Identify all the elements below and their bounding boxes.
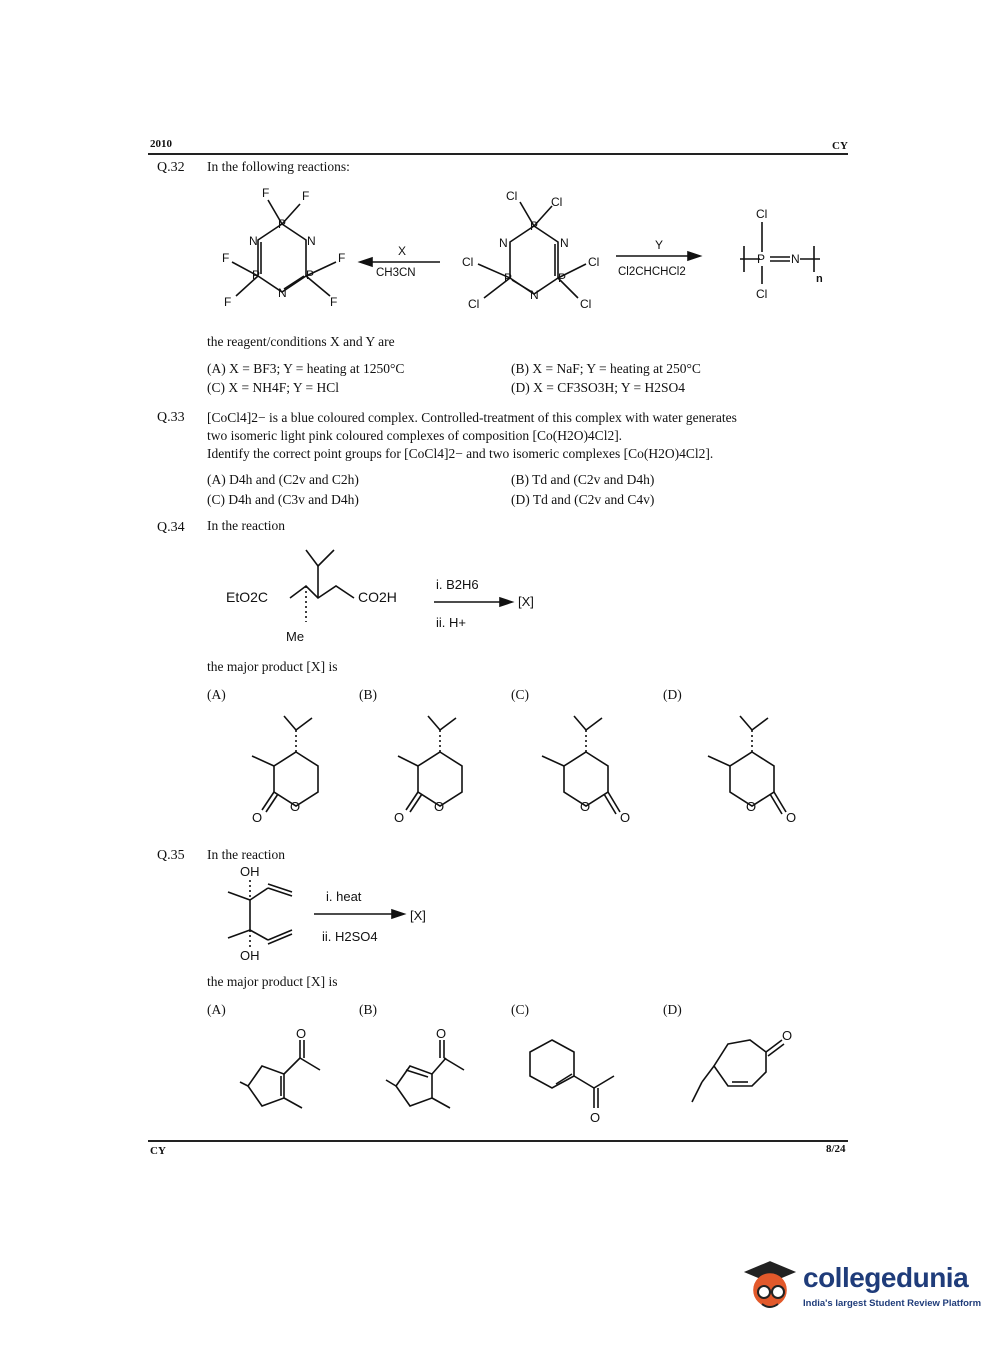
- atom-f: F: [262, 186, 270, 200]
- carbonyl-o: O: [296, 1026, 307, 1041]
- reagent-x: X: [398, 244, 407, 258]
- q35-prompt: the major product [X] is: [207, 974, 338, 989]
- reactant-left-group: EtO2C: [226, 589, 269, 605]
- q33-option-a[interactable]: (A) D4h and (C2v and C2h): [207, 472, 359, 487]
- atom-f: F: [302, 189, 310, 203]
- carbonyl-o: O: [786, 810, 797, 825]
- atom-p: P: [504, 271, 513, 285]
- carbonyl-o: O: [590, 1110, 601, 1125]
- atom-cl: Cl: [506, 189, 518, 203]
- q33-line3: Identify the correct point groups for [CoCl4]2− and two isomeric complexes [Co(H2O)4Cl2].: [207, 446, 714, 461]
- q34-label-b[interactable]: (B): [359, 687, 377, 702]
- q32-option-b[interactable]: (B) X = NaF; Y = heating at 250°C: [511, 361, 701, 376]
- q32-number: Q.32: [157, 160, 185, 175]
- q32-option-a[interactable]: (A) X = BF3; Y = heating at 1250°C: [207, 361, 405, 376]
- q32-option-c[interactable]: (C) X = NH4F; Y = HCl: [207, 380, 339, 395]
- q32-prompt: the reagent/conditions X and Y are: [207, 334, 395, 349]
- q34-prompt: the major product [X] is: [207, 659, 338, 674]
- reactant-right-group: CO2H: [358, 589, 397, 605]
- q32-stem: In the following reactions:: [207, 159, 350, 174]
- q35-product-x: [X]: [410, 908, 426, 923]
- q35-label-d[interactable]: (D): [663, 1002, 682, 1017]
- q34-step1: i. B2H6: [436, 577, 479, 592]
- q34-label-c[interactable]: (C): [511, 687, 529, 702]
- atom-p: P: [306, 268, 315, 282]
- ring-o: O: [580, 799, 591, 814]
- subscript-n: n: [816, 273, 823, 285]
- atom-cl: Cl: [468, 297, 480, 311]
- q35-structure-a: [240, 1026, 320, 1108]
- q34-stem: In the reaction: [207, 518, 285, 533]
- atom-cl: Cl: [580, 297, 592, 311]
- atom-cl: Cl: [756, 207, 768, 221]
- q34-product-x: [X]: [518, 594, 534, 609]
- atom-f: F: [224, 295, 232, 309]
- ring-o: O: [290, 799, 301, 814]
- ring-o: O: [434, 799, 445, 814]
- atom-n: N: [560, 236, 569, 250]
- atom-cl: Cl: [588, 255, 600, 269]
- q35-oh-bottom: OH: [240, 948, 260, 963]
- atom-f: F: [338, 251, 346, 265]
- q34-step2: ii. H+: [436, 615, 466, 630]
- q35-label-b[interactable]: (B): [359, 1002, 377, 1017]
- reagent-y: Y: [655, 238, 664, 252]
- carbonyl-o: O: [436, 1026, 447, 1041]
- q34-label-d[interactable]: (D): [663, 687, 682, 702]
- atom-p: P: [278, 217, 287, 231]
- atom-cl: Cl: [756, 287, 768, 301]
- carbonyl-o: O: [782, 1028, 793, 1043]
- q35-structure-c: [530, 1040, 614, 1125]
- atom-p: P: [530, 219, 539, 233]
- collegedunia-logo-icon: [740, 1254, 800, 1314]
- q35-number: Q.35: [157, 848, 185, 863]
- q32-option-d[interactable]: (D) X = CF3SO3H; Y = H2SO4: [511, 380, 685, 395]
- q35-structure-d: [692, 1028, 792, 1102]
- q33-option-d[interactable]: (D) Td and (C2v and C4v): [511, 492, 655, 507]
- q35-stem: In the reaction: [207, 847, 285, 862]
- atom-p: P: [757, 252, 766, 266]
- q35-oh-top: OH: [240, 864, 260, 879]
- q33-option-c[interactable]: (C) D4h and (C3v and D4h): [207, 492, 359, 507]
- footer-paper-code: CY: [150, 1145, 166, 1157]
- q35-step1: i. heat: [326, 889, 362, 904]
- q35-step2: ii. H2SO4: [322, 929, 378, 944]
- carbonyl-o: O: [394, 810, 405, 825]
- q35-structure-b: [386, 1026, 464, 1108]
- q33-line2: two isomeric light pink coloured complexes of composition [Co(H2O)4Cl2].: [207, 428, 623, 443]
- header-paper-code: CY: [832, 140, 848, 152]
- brand-name: collegedunia: [803, 1262, 969, 1293]
- atom-n: N: [307, 234, 316, 248]
- reactant-methyl: Me: [286, 629, 305, 644]
- footer-rule: [148, 1140, 848, 1142]
- solvent-y: Cl2CHCHCl2: [618, 266, 686, 278]
- atom-f: F: [222, 251, 230, 265]
- atom-n: N: [530, 288, 539, 302]
- q35-label-a[interactable]: (A): [207, 1002, 226, 1017]
- atom-n: N: [791, 252, 800, 266]
- q35-label-c[interactable]: (C): [511, 1002, 529, 1017]
- q33-option-b[interactable]: (B) Td and (C2v and D4h): [511, 472, 655, 487]
- atom-p: P: [252, 268, 261, 282]
- footer-page-number: 8/24: [826, 1143, 846, 1155]
- atom-cl: Cl: [462, 255, 474, 269]
- q33-number: Q.33: [157, 410, 185, 425]
- atom-p: P: [558, 271, 567, 285]
- atom-n: N: [249, 234, 258, 248]
- atom-f: F: [330, 295, 338, 309]
- header-year: 2010: [150, 138, 172, 150]
- brand-tagline: India's largest Student Review Platform: [803, 1298, 982, 1309]
- solvent-x: CH3CN: [376, 267, 416, 279]
- q34-label-a[interactable]: (A): [207, 687, 226, 702]
- carbonyl-o: O: [620, 810, 631, 825]
- q34-number: Q.34: [157, 520, 185, 535]
- q33-line1: [CoCl4]2− is a blue coloured complex. Controlled-treatment of this complex with water generates: [207, 410, 737, 425]
- atom-n: N: [278, 286, 287, 300]
- atom-n: N: [499, 236, 508, 250]
- ring-o: O: [746, 799, 757, 814]
- atom-cl: Cl: [551, 195, 563, 209]
- carbonyl-o: O: [252, 810, 263, 825]
